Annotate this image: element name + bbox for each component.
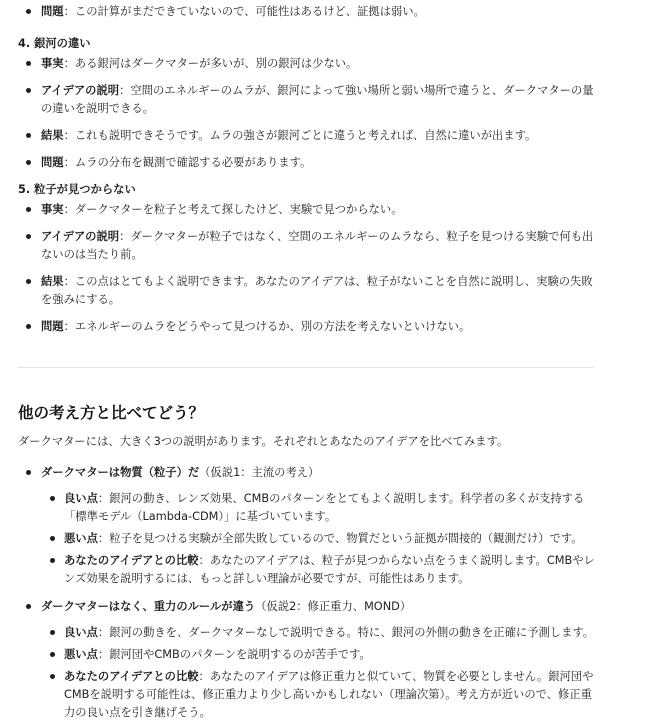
item-label: 事実	[41, 57, 64, 70]
hypothesis-title-item	[0, 598, 653, 616]
list-item	[0, 55, 653, 73]
hypothesis-point	[0, 646, 653, 664]
hypothesis-title-item	[0, 464, 653, 482]
point-label: あなたのアイデアとの比較	[64, 670, 199, 683]
point-label: 悪い点	[64, 532, 98, 545]
hypothesis-point	[0, 624, 653, 642]
item-text: ：ダークマターが粒子ではなく、空間のエネルギーのムラなら、粒子を見つける実験で何も出ないのは当たり前。	[41, 230, 594, 261]
item-text: ：ムラの分布を観測で確認する必要があります。	[63, 156, 312, 169]
list-item	[0, 228, 653, 264]
item-label: 問題	[41, 320, 64, 333]
hypothesis-1	[0, 464, 653, 592]
item-label: 事実	[41, 203, 64, 216]
hypothesis-2	[0, 598, 653, 726]
hypothesis-title: ダークマターは物質（粒子）だ	[41, 466, 200, 479]
point-text: ：銀河の動き、レンズ効果、CMBのパターンをとてもよく説明します。科学者の多くが支持する「標準モデル（Lambda-CDM）」に基づいています。	[64, 492, 585, 523]
item-text: ：この点はとてもよく説明できます。あなたのアイデアは、粒子がないことを自然に説明し、実験の失敗を強みにする。	[41, 275, 593, 306]
list-item	[0, 127, 653, 145]
item-label: 結果	[41, 275, 64, 288]
list-item	[0, 201, 653, 219]
list-item	[0, 318, 653, 336]
point-label: 良い点	[64, 492, 98, 505]
point-text: ：銀河の動きを、ダークマターなしで説明できる。特に、銀河の外側の動きを正確に予測します。	[97, 626, 595, 639]
hypothesis-point	[0, 530, 653, 548]
point-text: ：銀河団やCMBのパターンを説明するのが苦手です。	[97, 648, 371, 661]
item-text: ：空間のエネルギーのムラが、銀河によって強い場所と弱い場所で違うと、ダークマターの量の違いを説明できる。	[41, 84, 594, 115]
item-label: 問題	[41, 156, 64, 169]
item-label: 問題	[41, 5, 64, 18]
item-label: アイデアの説明	[41, 230, 120, 243]
list-item	[0, 3, 653, 21]
point-text: ：あなたのアイデアは、粒子が見つからない点をうまく説明します。CMBやレンズ効果を説明するには、もっと詳しい理論が必要ですが、可能性はあります。	[64, 554, 595, 585]
section-heading: 4. 銀河の違い	[18, 37, 91, 50]
list-item	[0, 273, 653, 309]
hypothesis-title: ダークマターはなく、重力のルールが違う	[41, 600, 256, 613]
hypothesis-point	[0, 552, 653, 588]
item-label: 結果	[41, 129, 64, 142]
hypothesis-point	[0, 668, 653, 722]
section-heading: 5. 粒子が見つからない	[18, 183, 136, 196]
hypothesis-note: （仮説1：主流の考え）	[199, 466, 320, 479]
hypothesis-note: （仮説2：修正重力、MOND）	[255, 600, 412, 613]
section-particle-not-found	[0, 181, 653, 345]
comparison-title: 他の考え方と比べてどう？	[18, 404, 205, 422]
point-label: 良い点	[64, 626, 98, 639]
section-divider	[18, 367, 594, 368]
point-text: ：あなたのアイデアは修正重力と似ていて、物質を必要としません。銀河団やCMBを説明する可能性は、修正重力より少し高いかもしれない（理論次第）。考え方が近いので、修正重力の良い点を引き継げそう。	[64, 670, 594, 719]
hypothesis-point	[0, 490, 653, 526]
list-item	[0, 154, 653, 172]
item-text: ：エネルギーのムラをどうやって見つけるか、別の方法を考えないといけない。	[63, 320, 471, 333]
point-label: あなたのアイデアとの比較	[64, 554, 199, 567]
comparison-intro: ダークマターには、大きく3つの説明があります。それぞれとあなたのアイデアを比べてみます。	[18, 435, 509, 448]
item-text: ：ダークマターを粒子と考えて探したけど、実験で見つからない。	[63, 203, 403, 216]
item-text: ：これも説明できそうです。ムラの強さが銀河ごとに違うと考えれば、自然に違いが出ます。	[63, 129, 537, 142]
item-label: アイデアの説明	[41, 84, 120, 97]
point-text: ：粒子を見つける実験が全部失敗しているので、物質だという証拠が間接的（観測だけ）です。	[97, 532, 583, 545]
list-item	[0, 82, 653, 118]
item-text: ：ある銀河はダークマターが多いが、別の銀河は少ない。	[63, 57, 358, 70]
section-galaxy-differences	[0, 35, 653, 181]
previous-section-tail	[0, 3, 653, 21]
item-text: ：この計算がまだできていないので、可能性はあるけど、証拠は弱い。	[63, 5, 425, 18]
point-label: 悪い点	[64, 648, 98, 661]
